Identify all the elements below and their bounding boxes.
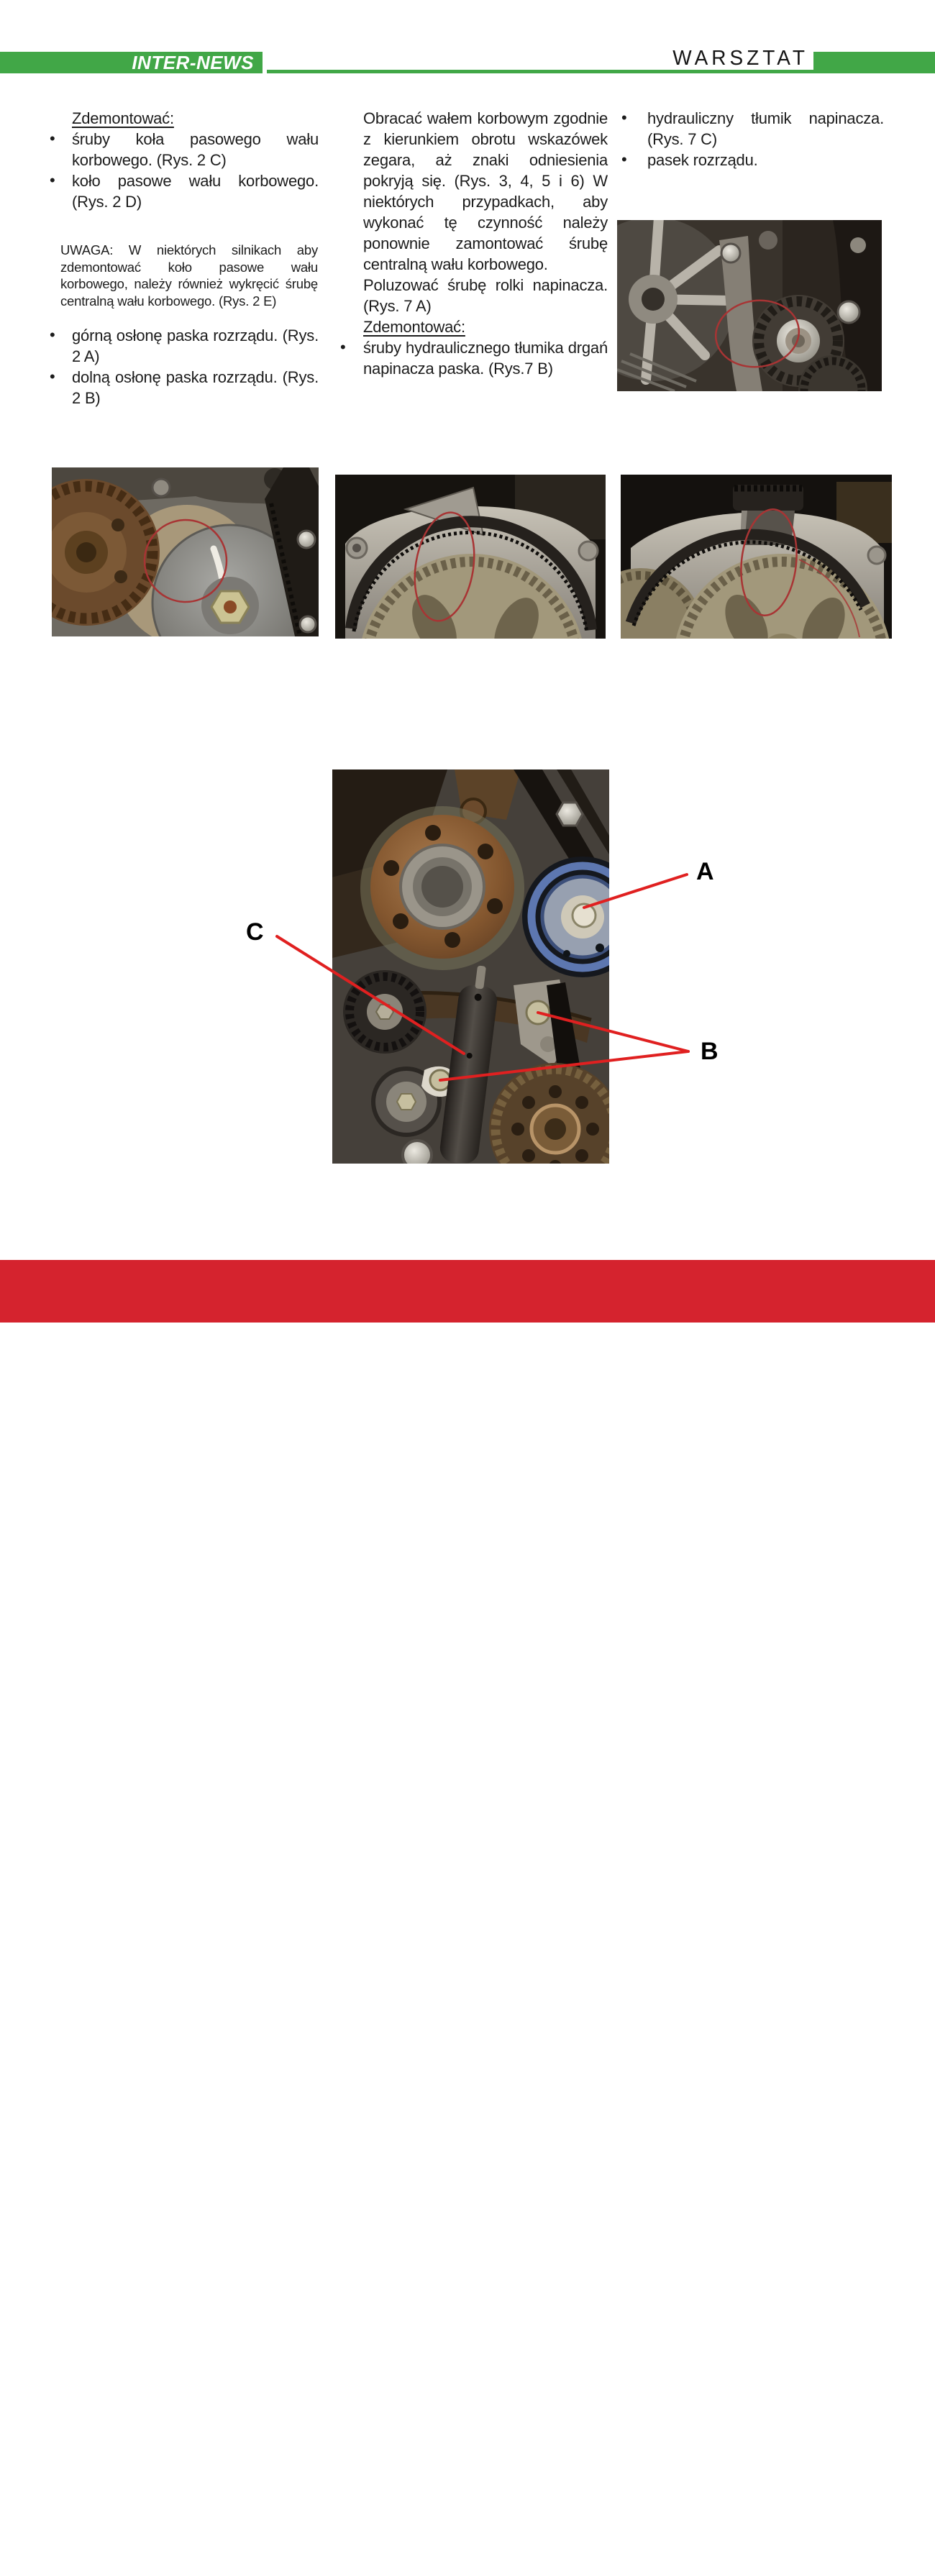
col3-bullet-list bbox=[619, 108, 884, 170]
col1-heading: Zdemontować: bbox=[72, 109, 174, 127]
engine-photo-illustration bbox=[335, 475, 606, 639]
engine-photo-illustration bbox=[52, 467, 319, 636]
figure-label-a: A bbox=[696, 858, 714, 885]
col1-bullet-list-b bbox=[47, 325, 319, 408]
list-item-text: górną osłonę paska rozrządu. (Rys. 2 A) bbox=[72, 326, 319, 365]
list-item-text: dolną osłonę paska rozrządu. (Rys. 2 B) bbox=[72, 368, 319, 407]
figure-label-b: B bbox=[701, 1038, 719, 1065]
list-item bbox=[619, 108, 884, 150]
list-item bbox=[47, 367, 319, 408]
text-column-3 bbox=[619, 108, 884, 170]
list-item-text: pasek rozrządu. bbox=[647, 151, 758, 169]
list-item bbox=[338, 337, 608, 379]
list-item bbox=[47, 325, 319, 367]
photo-cam-gear-mark-1 bbox=[335, 475, 606, 639]
photo-tensioner-overview bbox=[332, 769, 609, 1164]
engine-photo-illustration bbox=[621, 475, 892, 639]
page-number-text: 20 bbox=[52, 2526, 100, 2570]
photo-cam-gear-mark-2 bbox=[621, 475, 892, 639]
list-item-text: koło pasowe wału korbowego. (Rys. 2 D) bbox=[72, 172, 319, 211]
text-column-1 bbox=[47, 108, 319, 408]
photo-crank-pulley-mark bbox=[52, 467, 319, 636]
page-number bbox=[49, 2526, 142, 2576]
col2-paragraph-2: Poluzować śrubę rolki napinacza. (Rys. 7 A) bbox=[363, 276, 608, 315]
photo-alternator-and-sprocket bbox=[617, 220, 882, 391]
figure-tensioner-annotated bbox=[216, 762, 762, 1194]
list-item-text: śruby hydraulicznego tłumika drgań napinacza paska. (Rys.7 B) bbox=[363, 339, 608, 378]
footer-bar bbox=[0, 1260, 935, 2570]
col1-bullet-list-a bbox=[47, 129, 319, 212]
masthead-inter-news-label: INTER-NEWS bbox=[132, 52, 254, 73]
figure-label-c: C bbox=[246, 918, 264, 946]
text-column-2 bbox=[338, 108, 608, 379]
warning-note: UWAGA: W niektórych silnikach aby zdemontować koło pasowe wału korbowego, należy również wykręcić śrubę centralną wału korbowego. (Rys. 2 E) bbox=[60, 242, 318, 309]
col2-paragraph-1: Obracać wałem korbowym zgodnie z kierunkiem obrotu wskazówek zegara, aż znaki odniesienia pokryją się. (Rys. 3, 4, 5 i 6) W niektórych przypadkach, aby wykonać tę czynność należy ponownie zamontować śrubę centralną wału korbowego. bbox=[363, 109, 608, 273]
list-item-text: hydrauliczny tłumik napinacza. (Rys. 7 C) bbox=[647, 109, 884, 148]
masthead-inter-news bbox=[0, 52, 254, 73]
list-item-text: śruby koła pasowego wału korbowego. (Rys. 2 C) bbox=[72, 130, 319, 169]
list-item bbox=[47, 170, 319, 212]
header-green-band-right bbox=[813, 52, 935, 73]
col2-heading: Zdemontować: bbox=[363, 318, 465, 336]
list-item bbox=[47, 129, 319, 170]
col2-bullet-list bbox=[338, 337, 608, 379]
section-title-warsztat: WARSZTAT bbox=[672, 46, 808, 70]
engine-photo-illustration bbox=[617, 220, 882, 391]
engine-photo-illustration bbox=[332, 769, 609, 1164]
list-item bbox=[619, 150, 884, 170]
